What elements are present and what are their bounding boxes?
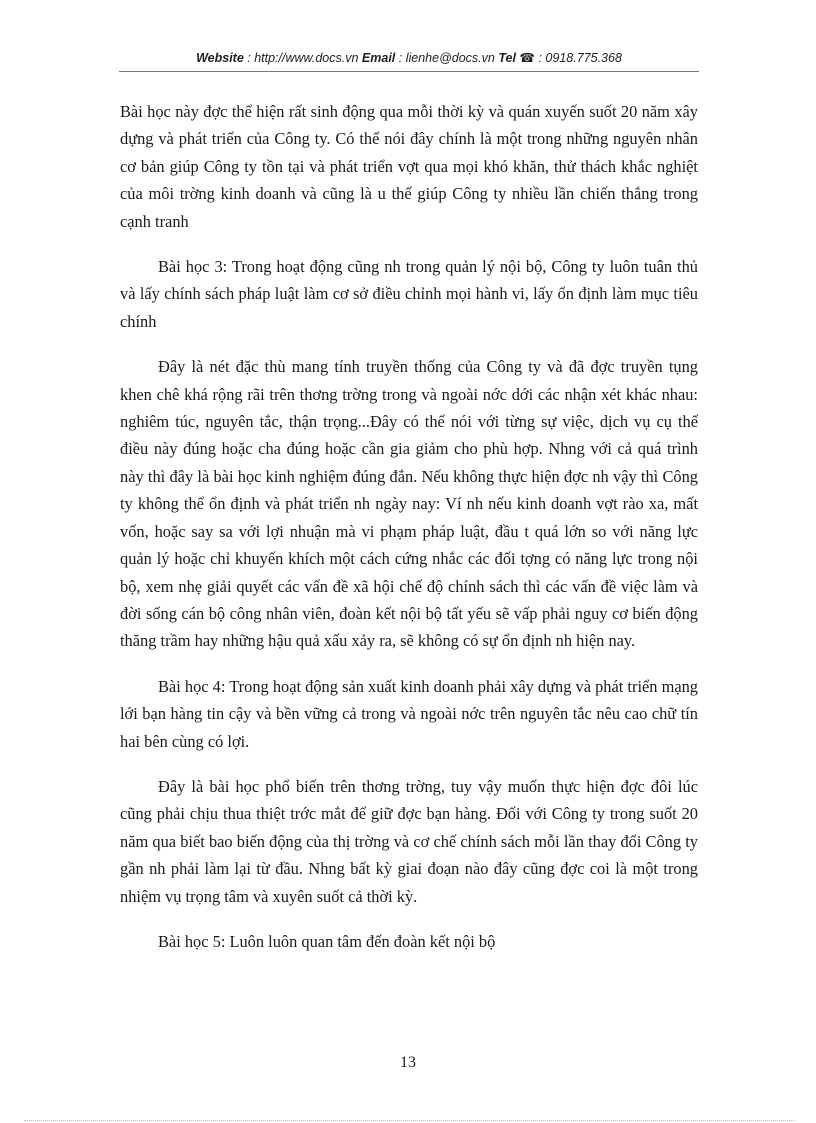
paragraph-lesson-3-detail: Đây là nét đặc thù mang tính truyền thống của Công ty và đã đợc truyền tụng khen chê khá rộng rãi trên thơng trờng trong và ngoài nớc dới các nhận xét khác nhau: nghiêm túc, nguyên tắc, thận trọng...Đây có thể nói với từng sự việc, dịch vụ cụ thể điều này đúng hoặc cha đúng hoặc cần gia giảm cho phù hợp. Nhng với cả quá trình này thì đây là bài học kinh nghiệm đúng đắn. Nếu không thực hiện đợc nh vậy thì Công ty không thể ổn định và phát triển nh ngày nay: Ví nh nếu kinh doanh vợt rào xa, mất vốn, hoặc say sa với lợi nhuận mà vi phạm pháp luật, đầu t quá lớn so với năng lực quản lý hoặc chỉ khuyến khích một cách cứng nhắc các đối tợng có năng lực trong nội bộ, xem nhẹ giải quyết các vấn đề xã hội chế độ chính sách thì các vấn đề việc làm và đời sống cán bộ công nhân viên, đoàn kết nội bộ tất yếu sẽ vấp phải nguy cơ biến động thăng trầm hay những hậu quả xấu xảy ra, sẽ không có sự ổn định nh hiện nay. xyxy=(120,357,698,651)
email-label: Email xyxy=(361,51,396,65)
website-value[interactable]: : http://www.docs.vn xyxy=(247,51,359,65)
tel-value: : 0918.775.368 xyxy=(538,51,622,65)
email-value[interactable]: : lienhe@docs.vn xyxy=(398,51,495,65)
header-divider xyxy=(119,71,699,72)
document-body xyxy=(120,98,698,973)
page-number: 13 xyxy=(400,1054,416,1071)
paragraph-lesson-5: Bài học 5: Luôn luôn quan tâm đến đoàn kết nội bộ xyxy=(158,931,496,951)
phone-icon: ☎ xyxy=(519,51,535,65)
paragraph-continuation: Bài học này đợc thể hiện rất sinh động qua mỗi thời kỳ và quán xuyến suốt 20 năm xây dựng và phát triển của Công ty. Có thể nói đây chính là một trong những nguyên nhân cơ bản giúp Công ty tồn tại và phát triển vợt qua mọi khó khăn, thử thách khắc nghiệt của môi trờng kinh doanh và cũng là u thế giúp Công ty nhiều lần chiến thắng trong cạnh tranh xyxy=(120,102,698,231)
tel-label: Tel xyxy=(498,51,516,65)
paragraph-lesson-4-detail: Đây là bài học phổ biến trên thơng trờng, tuy vậy muốn thực hiện đợc đôi lúc cũng phải chịu thua thiệt trớc mắt để giữ đợc bạn hàng. Đối với Công ty trong suốt 20 năm qua biết bao biến động của thị trờng và cơ chế chính sách mỗi lần thay đổi Công ty gần nh phải làm lại từ đầu. Nhng bất kỳ giai đoạn nào đây cũng đợc coi là một trong nhiệm vụ trọng tâm và xuyên suốt cả thời kỳ. xyxy=(120,776,698,906)
bottom-divider xyxy=(24,1120,794,1121)
paragraph-lesson-3: Bài học 3: Trong hoạt động cũng nh trong quản lý nội bộ, Công ty luôn tuân thủ và lấy chính sách pháp luật làm cơ sở điều chỉnh mọi hành vi, lấy ổn định làm mục tiêu chính xyxy=(120,257,698,331)
paragraph-lesson-4: Bài học 4: Trong hoạt động sản xuất kinh doanh phải xây dựng và phát triển mạng lới bạn hàng tin cậy và bền vững cả trong và ngoài nớc trên nguyên tắc nêu cao chữ tín hai bên cùng có lợi. xyxy=(120,676,698,751)
website-label: Website xyxy=(196,51,244,65)
page-header xyxy=(120,50,698,65)
